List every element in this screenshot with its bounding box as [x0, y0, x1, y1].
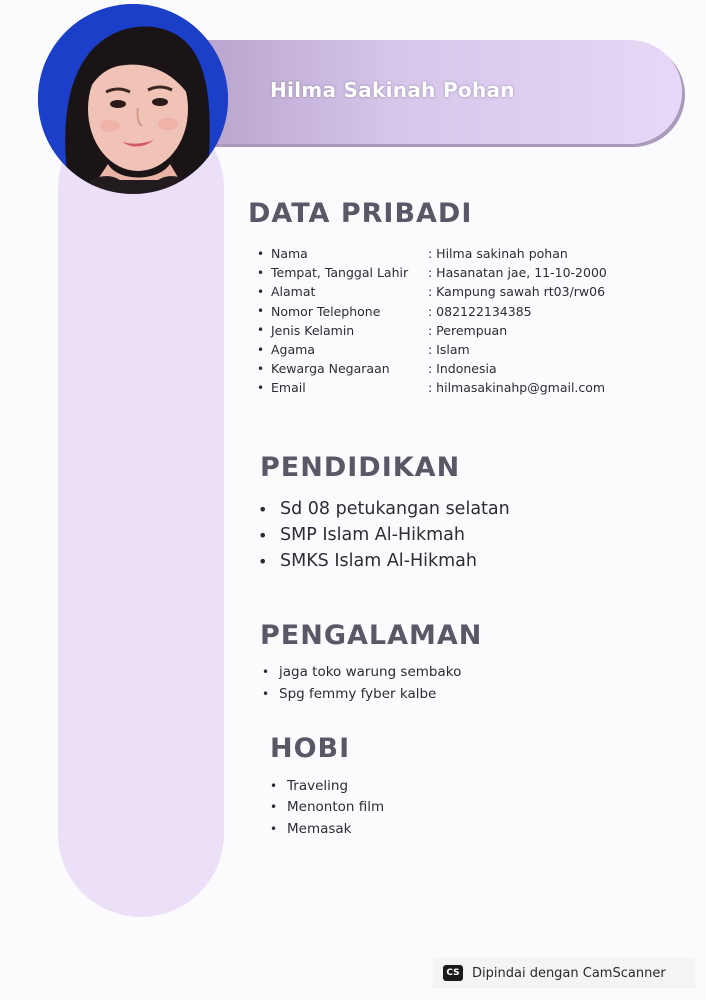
experience-list	[262, 661, 461, 705]
bullet-icon: •	[257, 380, 265, 395]
field-value: : Hasanatan jae, 11-10-2000	[428, 265, 607, 281]
field-value: : 082122134385	[428, 303, 532, 319]
personal-data-row	[257, 378, 607, 397]
field-label: Agama	[271, 342, 315, 358]
section-title-data-pribadi: DATA PRIBADI	[248, 198, 473, 229]
watermark-text: Dipindai dengan CamScanner	[472, 965, 666, 981]
personal-data-row	[257, 282, 607, 301]
bullet-icon: •	[258, 525, 268, 545]
list-item	[258, 496, 510, 522]
bullet-icon: •	[270, 821, 278, 836]
list-item	[270, 818, 384, 840]
personal-data-row	[257, 302, 607, 321]
education-item: Sd 08 petukangan selatan	[280, 499, 510, 519]
hobby-item: Memasak	[287, 820, 352, 837]
bullet-icon: •	[258, 499, 268, 519]
field-value: : Perempuan	[428, 322, 508, 338]
person-name: Hilma Sakinah Pohan	[270, 78, 515, 102]
hobby-list	[270, 775, 384, 840]
list-item	[258, 548, 510, 574]
portrait-icon	[38, 4, 228, 194]
section-title-pengalaman: PENGALAMAN	[260, 620, 483, 651]
left-decorative-column	[58, 105, 224, 917]
education-item: SMKS Islam Al-Hikmah	[280, 551, 477, 571]
hobby-item: Menonton film	[287, 799, 385, 816]
personal-data-row	[257, 340, 607, 359]
field-value: : hilmasakinahp@gmail.com	[428, 380, 606, 396]
section-title-pendidikan: PENDIDIKAN	[260, 452, 461, 483]
list-item	[258, 522, 510, 548]
field-value: : Islam	[428, 342, 470, 358]
list-item	[270, 797, 384, 819]
list-item	[262, 683, 461, 705]
bullet-icon: •	[257, 284, 265, 299]
field-label: Tempat, Tanggal Lahir	[271, 265, 409, 281]
camscanner-watermark	[433, 958, 695, 988]
experience-item: Spg femmy fyber kalbe	[279, 686, 437, 702]
education-list	[258, 496, 510, 574]
personal-data-row	[257, 321, 607, 340]
field-label: Email	[271, 380, 306, 396]
profile-photo	[38, 4, 228, 194]
bullet-icon: •	[257, 265, 265, 280]
field-value: : Indonesia	[428, 361, 497, 377]
field-label: Jenis Kelamin	[271, 322, 355, 338]
bullet-icon: •	[257, 304, 265, 319]
bullet-icon: •	[270, 800, 278, 815]
bullet-icon: •	[257, 323, 265, 338]
bullet-icon: •	[257, 361, 265, 376]
hobby-item: Traveling	[287, 777, 349, 794]
list-item	[262, 661, 461, 683]
bullet-icon: •	[262, 687, 270, 701]
bullet-icon: •	[258, 551, 268, 571]
field-label: Nama	[271, 246, 308, 262]
bullet-icon: •	[270, 778, 278, 793]
education-item: SMP Islam Al-Hikmah	[280, 525, 465, 545]
personal-data-row	[257, 359, 607, 378]
field-label: Nomor Telephone	[271, 303, 381, 319]
section-title-hobi: HOBI	[270, 733, 351, 764]
personal-data-row	[257, 263, 607, 282]
personal-data-list	[257, 244, 607, 398]
field-label: Kewarga Negaraan	[271, 361, 390, 377]
list-item	[270, 775, 384, 797]
bullet-icon: •	[262, 665, 270, 679]
camscanner-logo-icon: CS	[443, 965, 463, 981]
field-value: : Hilma sakinah pohan	[428, 246, 568, 262]
bullet-icon: •	[257, 342, 265, 357]
bullet-icon: •	[257, 246, 265, 261]
field-value: : Kampung sawah rt03/rw06	[428, 284, 606, 300]
personal-data-row	[257, 244, 607, 263]
field-label: Alamat	[271, 284, 316, 300]
experience-item: jaga toko warung sembako	[279, 664, 462, 680]
